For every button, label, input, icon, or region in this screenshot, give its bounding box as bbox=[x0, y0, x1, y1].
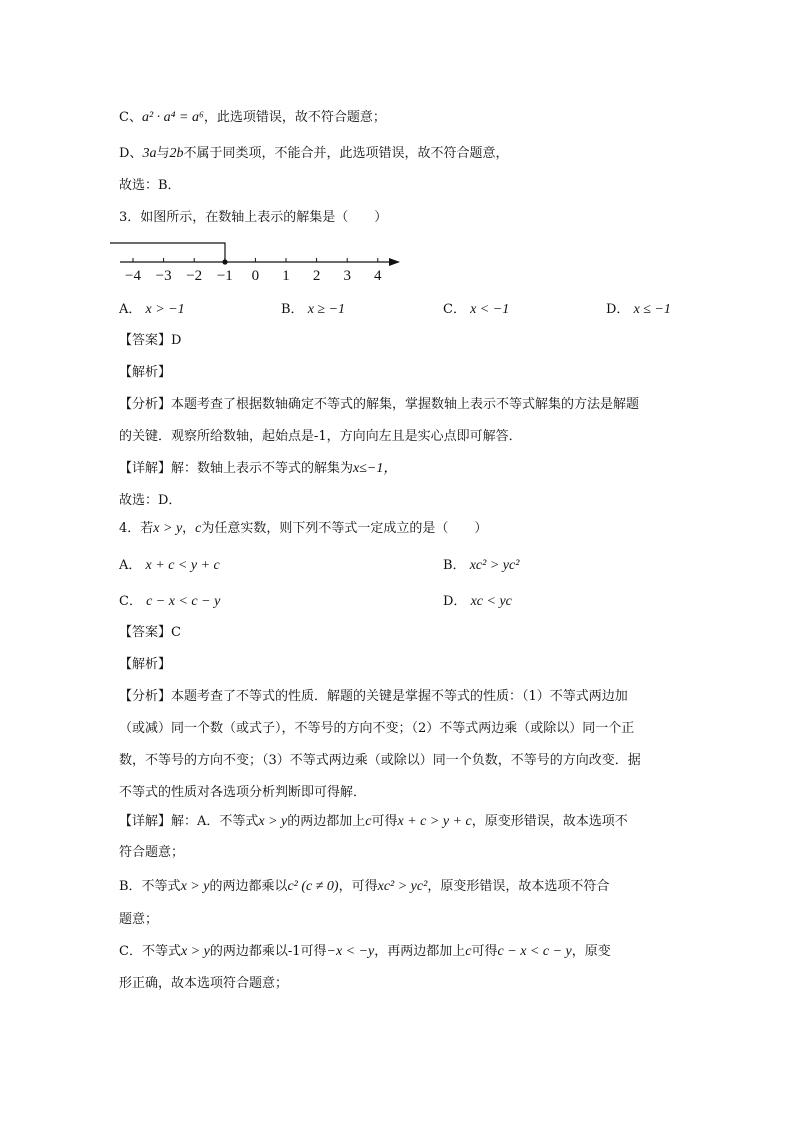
tick-label: 4 bbox=[374, 268, 382, 284]
connector-text: 与 bbox=[156, 146, 170, 161]
math-expression: x > y bbox=[258, 814, 288, 829]
option-expr: x > −1 bbox=[145, 302, 185, 317]
math-expression: 3a bbox=[142, 146, 157, 161]
q3-analysis-line: 【分析】本题考查了根据数轴确定不等式的解集，掌握数轴上表示不等式解集的方法是解题 bbox=[119, 397, 640, 412]
tick-label: −1 bbox=[216, 268, 233, 284]
math-expression: x > y bbox=[153, 521, 183, 536]
q4-option-c bbox=[119, 592, 220, 612]
tick-label: −2 bbox=[186, 268, 203, 284]
tick-label: 1 bbox=[282, 268, 290, 284]
q4-option-d bbox=[443, 592, 512, 612]
detail-text: 的两边都加上 bbox=[287, 814, 366, 829]
option-letter: B． bbox=[281, 302, 304, 317]
math-expression: c bbox=[465, 944, 472, 959]
detail-text: B．不等式 bbox=[119, 879, 181, 894]
q4-stem bbox=[119, 519, 487, 539]
math-expression: c − x < c − y bbox=[497, 944, 572, 959]
q3-option-c bbox=[443, 300, 509, 320]
detail-text: ，原变 bbox=[571, 944, 611, 959]
math-expression: c² (c ≠ 0) bbox=[287, 879, 339, 894]
math-expression: c bbox=[365, 814, 372, 829]
option-expr: x < −1 bbox=[470, 302, 510, 317]
option-expr: x ≥ −1 bbox=[307, 302, 346, 317]
option-letter: B． bbox=[443, 558, 466, 573]
tick-label: 3 bbox=[343, 268, 351, 284]
option-letter: A． bbox=[119, 302, 142, 317]
q4-option-b bbox=[443, 556, 519, 576]
option-expr: x ≤ −1 bbox=[633, 302, 671, 317]
option-letter: D． bbox=[606, 302, 630, 317]
explanation-text: ，此选项错误，故不符合题意； bbox=[203, 110, 386, 125]
tick-label: 0 bbox=[251, 268, 260, 284]
math-expression: a² · a⁴ = a⁶ bbox=[141, 110, 204, 125]
q4-detail-a bbox=[119, 812, 628, 832]
q4-analysis-line: 不等式的性质对各选项分析判断即可得解． bbox=[119, 785, 367, 800]
detail-text: 可得 bbox=[471, 944, 498, 959]
detail-text: 可得 bbox=[371, 814, 398, 829]
option-expr: x + c < y + c bbox=[145, 558, 220, 573]
solution-bracket bbox=[110, 243, 225, 262]
q3-option-a bbox=[119, 300, 185, 320]
detail-text: ，原变形错误，故本选项不符合 bbox=[427, 879, 610, 894]
explanation-text: 不属于同类项，不能合并，此选项错误，故不符合题意， bbox=[183, 146, 509, 161]
q4-detail-b bbox=[119, 877, 609, 897]
q3-choice: 故选：D． bbox=[119, 493, 182, 508]
q4-analysis-head: 【解析】 bbox=[119, 657, 172, 672]
q3-option-b bbox=[281, 300, 345, 320]
q3-detail bbox=[119, 459, 397, 479]
q3-answer: 【答案】D bbox=[119, 333, 182, 348]
detail-text: ，再两边都加上 bbox=[374, 944, 466, 959]
q4-analysis-line: （或减）同一个数（或式子），不等号的方向不变；（2）不等式两边乘（或除以）同一个正 bbox=[119, 721, 635, 736]
option-expr: xc < yc bbox=[470, 594, 512, 609]
math-expression: c bbox=[195, 521, 202, 536]
math-expression: xc² > yc² bbox=[377, 879, 428, 894]
detail-text: ，可得 bbox=[338, 879, 378, 894]
math-expression: x≤−1， bbox=[353, 461, 398, 476]
detail-text: 的两边都乘以-1可得 bbox=[209, 944, 327, 959]
prev-option-d bbox=[119, 144, 508, 164]
q4-detail-a-cont: 符合题意； bbox=[119, 845, 185, 860]
math-expression: 2b bbox=[169, 146, 184, 161]
q3-analysis-head: 【解析】 bbox=[119, 365, 172, 380]
stem-text: ， bbox=[182, 521, 196, 536]
arrow-head-icon bbox=[389, 258, 400, 266]
math-expression: x + c > y + c bbox=[397, 814, 472, 829]
math-expression: x > y bbox=[180, 944, 210, 959]
stem-text: 4．若 bbox=[119, 521, 154, 536]
q4-detail-b-cont: 题意； bbox=[119, 912, 159, 927]
math-expression: −x < −y bbox=[326, 944, 375, 959]
detail-text: 的两边都乘以 bbox=[209, 879, 288, 894]
prev-choice: 故选：B． bbox=[119, 178, 181, 193]
q4-answer: 【答案】C bbox=[119, 625, 181, 640]
tick-label: −3 bbox=[155, 268, 172, 284]
option-expr: c − x < c − y bbox=[146, 594, 221, 609]
tick-label: 2 bbox=[312, 268, 321, 284]
option-letter: D、 bbox=[119, 146, 143, 161]
q4-option-a bbox=[119, 556, 220, 576]
option-letter: C、 bbox=[119, 110, 142, 125]
option-letter: D． bbox=[443, 594, 467, 609]
detail-text: 【详解】解：数轴上表示不等式的解集为 bbox=[119, 461, 354, 476]
q4-detail-c-cont: 形正确，故本选项符合题意； bbox=[119, 976, 289, 991]
q3-option-d bbox=[606, 300, 671, 320]
prev-option-c bbox=[119, 108, 386, 128]
q4-detail-c bbox=[119, 942, 611, 962]
q4-analysis-line: 【分析】本题考查了不等式的性质．解题的关键是掌握不等式的性质：（1）不等式两边加 bbox=[119, 689, 628, 704]
detail-text: C．不等式 bbox=[119, 944, 181, 959]
q3-stem: 3．如图所示，在数轴上表示的解集是（ ） bbox=[119, 210, 388, 225]
tick-label: −4 bbox=[125, 268, 141, 284]
option-letter: C． bbox=[443, 302, 466, 317]
detail-text: ，原变形错误，故本选项不 bbox=[471, 814, 628, 829]
q4-analysis-line: 数，不等号的方向不变；（3）不等式两边乘（或除以）同一个负数，不等号的方向改变．据 bbox=[119, 753, 641, 768]
option-expr: xc² > yc² bbox=[469, 558, 520, 573]
option-letter: A． bbox=[119, 558, 142, 573]
option-letter: C． bbox=[119, 594, 142, 609]
detail-text: 【详解】解：A．不等式 bbox=[119, 814, 259, 829]
q3-analysis-line: 的关键．观察所给数轴，起始点是-1，方向向左且是实心点即可解答． bbox=[119, 429, 522, 444]
stem-text: 为任意实数，则下列不等式一定成立的是（ ） bbox=[201, 521, 488, 536]
math-expression: x > y bbox=[180, 879, 210, 894]
number-line-figure bbox=[110, 232, 410, 284]
